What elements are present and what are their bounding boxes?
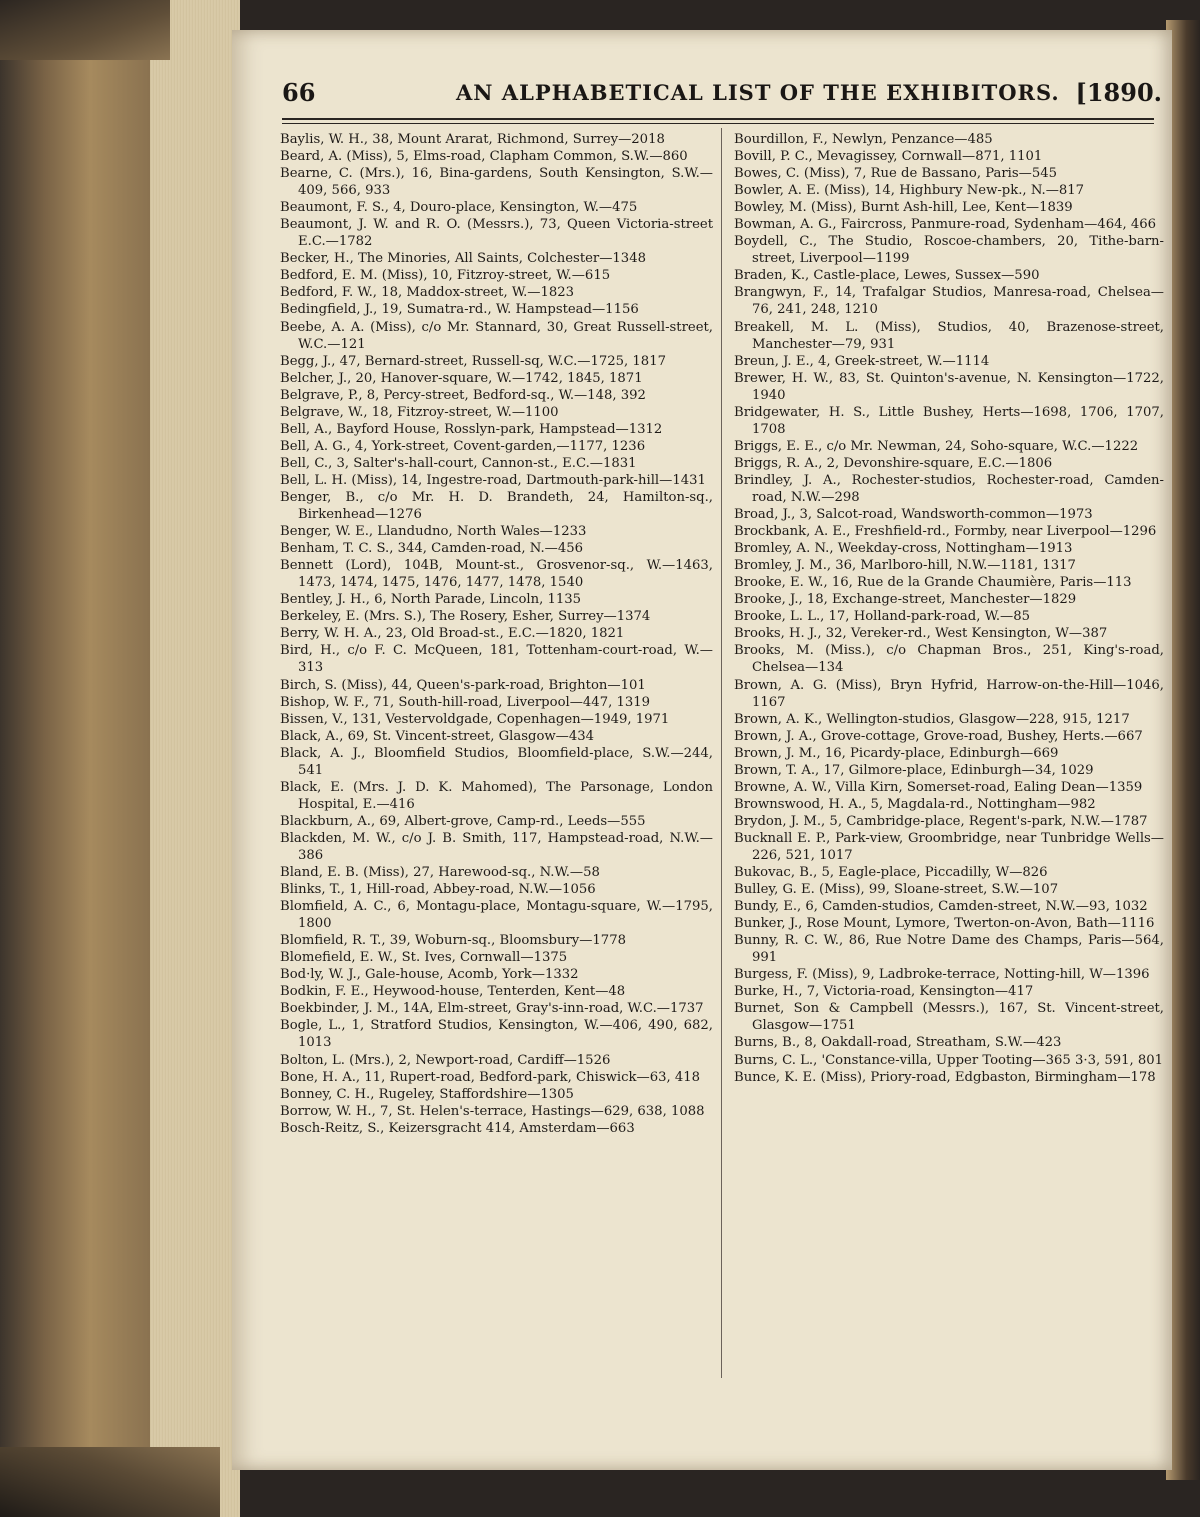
exhibitor-entry: Bedford, F. W., 18, Maddox-street, W.—1823 [280,285,575,301]
exhibitor-entry: Bod·ly, W. J., Gale-house, Acomb, York—1332 [280,967,579,983]
exhibitor-entry: Beard, A. (Miss), 5, Elms-road, Clapham Common, S.W.—860 [280,149,688,165]
exhibitor-entry: Bell, A., Bayford House, Rosslyn-park, Hampstead—1312 [280,421,663,437]
exhibitor-entry: Bedingfield, J., 19, Sumatra-rd., W. Hampstead—1156 [280,302,639,318]
exhibitor-entry: Brindley, J. A., Rochester-studios, Rochester-road, Camden-road, N.W.—298 [734,472,1164,505]
exhibitor-entry: Black, A., 69, St. Vincent-street, Glasgow—434 [280,728,595,744]
exhibitor-entry: Becker, H., The Minories, All Saints, Colchester—1348 [280,251,646,267]
exhibitor-entry: Bolton, L. (Mrs.), 2, Newport-road, Cardiff—1526 [280,1052,611,1068]
exhibitor-entry: Burke, H., 7, Victoria-road, Kensington—417 [734,984,1034,1000]
exhibitor-entry: Blomfield, R. T., 39, Woburn-sq., Bloomsbury—1778 [280,933,626,949]
exhibitor-entry: Benham, T. C. S., 344, Camden-road, N.—456 [280,541,583,557]
exhibitor-entry: Blomefield, E. W., St. Ives, Cornwall—1375 [280,950,568,966]
exhibitor-entry: Brooks, M. (Miss.), c/o Chapman Bros., 251, King's-road, Chelsea—134 [734,643,1164,676]
exhibitor-entry: Braden, K., Castle-place, Lewes, Sussex—590 [734,268,1040,284]
exhibitor-entry: Begg, J., 47, Bernard-street, Russell-sq, W.C.—1725, 1817 [280,353,666,369]
exhibitor-entry: Bland, E. B. (Miss), 27, Harewood-sq., N.W.—58 [280,865,600,881]
exhibitor-entry: Bonney, C. H., Rugeley, Staffordshire—1305 [280,1086,574,1102]
exhibitor-entry: Brewer, H. W., 83, St. Quinton's-avenue, N. Kensington—1722, 1940 [734,370,1164,403]
page-year: [1890. [1075,78,1162,107]
exhibitor-entry: Bukovac, B., 5, Eagle-place, Piccadilly, W—826 [734,865,1048,881]
exhibitor-entry: Bissen, V., 131, Vestervoldgade, Copenhagen—1949, 1971 [280,711,670,727]
cover-corner-bottom [0,1447,220,1517]
exhibitor-entry: Blackden, M. W., c/o J. B. Smith, 117, Hampstead-road, N.W.—386 [280,830,713,863]
page-number: 66 [282,78,316,107]
exhibitor-entry: Brooke, E. W., 16, Rue de la Grande Chaumière, Paris—113 [734,575,1132,591]
exhibitor-entry: Blinks, T., 1, Hill-road, Abbey-road, N.W.—1056 [280,882,596,898]
exhibitor-entry: Boydell, C., The Studio, Roscoe-chambers, 20, Tithe-barn-street, Liverpool—1199 [734,234,1164,267]
exhibitor-entry: Blomfield, A. C., 6, Montagu-place, Montagu-square, W.—1795, 1800 [280,899,713,932]
exhibitor-entry: Bone, H. A., 11, Rupert-road, Bedford-park, Chiswick—63, 418 [280,1069,701,1085]
exhibitor-entry: Brown, J. A., Grove-cottage, Grove-road, Bushey, Herts.—667 [734,728,1143,744]
exhibitor-entry: Blackburn, A., 69, Albert-grove, Camp-rd., Leeds—555 [280,813,646,829]
exhibitor-entry: Briggs, E. E., c/o Mr. Newman, 24, Soho-square, W.C.—1222 [734,438,1139,454]
exhibitor-entry: Briggs, R. A., 2, Devonshire-square, E.C.—1806 [734,455,1053,471]
exhibitor-entry: Bowler, A. E. (Miss), 14, Highbury New-pk., N.—817 [734,183,1085,199]
exhibitor-entry: Bulley, G. E. (Miss), 99, Sloane-street, S.W.—107 [734,882,1059,898]
exhibitor-entry: Beaumont, F. S., 4, Douro-place, Kensington, W.—475 [280,200,638,216]
exhibitor-entry: Brown, J. M., 16, Picardy-place, Edinburgh—669 [734,745,1059,761]
exhibitor-entry: Bowes, C. (Miss), 7, Rue de Bassano, Paris—545 [734,166,1057,182]
exhibitor-entry: Bunny, R. C. W., 86, Rue Notre Dame des Champs, Paris—564, 991 [734,933,1164,966]
exhibitor-entry: Bucknall E. P., Park-view, Groombridge, near Tunbridge Wells—226, 521, 1017 [734,830,1164,863]
exhibitor-entry: Brangwyn, F., 14, Trafalgar Studios, Manresa-road, Chelsea—76, 241, 248, 1210 [734,285,1164,318]
exhibitor-entry: Brooks, H. J., 32, Vereker-rd., West Kensington, W—387 [734,626,1108,642]
exhibitor-entry: Breakell, M. L. (Miss), Studios, 40, Brazenose-street, Manchester—79, 931 [734,319,1164,352]
exhibitor-entry: Brydon, J. M., 5, Cambridge-place, Regent's-park, N.W.—1787 [734,813,1148,829]
exhibitor-entry: Birch, S. (Miss), 44, Queen's-park-road, Brighton—101 [280,677,646,693]
exhibitor-entry: Bodkin, F. E., Heywood-house, Tenterden, Kent—48 [280,984,626,1000]
exhibitor-entry: Browne, A. W., Villa Kirn, Somerset-road, Ealing Dean—1359 [734,779,1143,795]
exhibitor-entry: Borrow, W. H., 7, St. Helen's-terrace, Hastings—629, 638, 1088 [280,1103,705,1119]
exhibitor-entry: Bowman, A. G., Faircross, Panmure-road, Sydenham—464, 466 [734,217,1157,233]
exhibitor-entry: Beebe, A. A. (Miss), c/o Mr. Stannard, 30, Great Russell-street, W.C.—121 [280,319,713,352]
exhibitor-entry: Bell, A. G., 4, York-street, Covent-garden,—1177, 1236 [280,438,646,454]
running-title: AN ALPHABETICAL LIST OF THE EXHIBITORS. [456,80,1060,105]
header-rule-thin [282,123,1154,124]
page-header [282,78,1162,118]
exhibitor-entry: Brown, A. K., Wellington-studios, Glasgow—228, 915, 1217 [734,711,1130,727]
exhibitor-entry: Beaumont, J. W. and R. O. (Messrs.), 73, Queen Victoria-street E.C.—1782 [280,217,713,250]
exhibitor-entry: Brockbank, A. E., Freshfield-rd., Formby, near Liverpool—1296 [734,524,1157,540]
book-cover-left [0,0,150,1517]
exhibitor-entry: Brownswood, H. A., 5, Magdala-rd., Nottingham—982 [734,796,1096,812]
exhibitor-entry: Bunce, K. E. (Miss), Priory-road, Edgbaston, Birmingham—178 [734,1069,1156,1085]
exhibitor-entry: Benger, B., c/o Mr. H. D. Brandeth, 24, Hamilton-sq., Birkenhead—1276 [280,489,713,523]
exhibitor-entry: Belgrave, W., 18, Fitzroy-street, W.—1100 [280,404,559,420]
exhibitor-entry: Bedford, E. M. (Miss), 10, Fitzroy-street, W.—615 [280,268,611,284]
exhibitor-entry: Belcher, J., 20, Hanover-square, W.—1742, 1845, 1871 [280,370,643,386]
exhibitor-entry: Bell, L. H. (Miss), 14, Ingestre-road, Dartmouth-park-hill—1431 [280,472,706,488]
exhibitor-entry: Bearne, C. (Mrs.), 16, Bina-gardens, South Kensington, S.W.—409, 566, 933 [280,166,713,199]
exhibitor-entry: Bundy, E., 6, Camden-studios, Camden-street, N.W.—93, 1032 [734,899,1148,915]
exhibitor-entry: Bird, H., c/o F. C. McQueen, 181, Tottenham-court-road, W.—313 [280,643,713,676]
exhibitor-entry: Brown, A. G. (Miss), Bryn Hyfrid, Harrow-on-the-Hill—1046, 1167 [734,677,1164,710]
exhibitor-entry: Bridgewater, H. S., Little Bushey, Herts—1698, 1706, 1707, 1708 [734,404,1164,437]
exhibitor-entry: Brooke, J., 18, Exchange-street, Manchester—1829 [734,592,1077,608]
exhibitor-entry: Bromley, A. N., Weekday-cross, Nottingham—1913 [734,541,1073,557]
exhibitor-entry: Bourdillon, F., Newlyn, Penzance—485 [734,132,993,147]
column-divider [721,128,722,1378]
exhibitor-entry: Burns, C. L., 'Constance-villa, Upper Tooting—365 3·3, 591, 801 [734,1052,1164,1068]
exhibitor-entry: Breun, J. E., 4, Greek-street, W.—1114 [734,353,990,369]
exhibitor-entry: Burns, B., 8, Oakdall-road, Streatham, S.W.—423 [734,1035,1062,1051]
exhibitor-entry: Burgess, F. (Miss), 9, Ladbroke-terrace, Notting-hill, W—1396 [734,967,1150,983]
header-rule [282,118,1154,120]
exhibitor-entry: Berry, W. H. A., 23, Old Broad-st., E.C.—1820, 1821 [280,626,625,642]
exhibitor-entry: Bell, C., 3, Salter's-hall-court, Cannon-st., E.C.—1831 [280,455,637,471]
exhibitor-entry: Bromley, J. M., 36, Marlboro-hill, N.W.—1181, 1317 [734,558,1076,574]
exhibitor-entry: Brown, T. A., 17, Gilmore-place, Edinburgh—34, 1029 [734,762,1094,778]
exhibitor-entry: Black, E. (Mrs. J. D. K. Mahomed), The Parsonage, London Hospital, E.—416 [280,779,713,812]
exhibitor-entry: Boekbinder, J. M., 14A, Elm-street, Gray's-inn-road, W.C.—1737 [280,1001,704,1017]
exhibitor-entry: Bowley, M. (Miss), Burnt Ash-hill, Lee, Kent—1839 [734,200,1073,216]
exhibitor-entry: Bovill, P. C., Mevagissey, Cornwall—871, 1101 [734,149,1043,165]
exhibitor-entry: Bennett (Lord), 104B, Mount-st., Grosvenor-sq., W.—1463, 1473, 1474, 1475, 1476, 1477, 1478, 1540 [280,558,713,591]
exhibitor-entry: Benger, W. E., Llandudno, North Wales—1233 [280,524,587,540]
exhibitor-entry: Bunker, J., Rose Mount, Lymore, Twerton-on-Avon, Bath—1116 [734,916,1155,932]
exhibitor-entry: Bosch-Reitz, S., Keizersgracht 414, Amsterdam—663 [280,1120,635,1136]
exhibitor-entry: Bentley, J. H., 6, North Parade, Lincoln, 1135 [280,592,582,608]
cover-corner-top [0,0,170,60]
exhibitor-entry: Bishop, W. F., 71, South-hill-road, Liverpool—447, 1319 [280,694,651,710]
right-column [734,131,1164,1086]
exhibitor-entry: Black, A. J., Bloomfield Studios, Bloomfield-place, S.W.—244, 541 [280,745,713,778]
exhibitor-entry: Burnet, Son & Campbell (Messrs.), 167, St. Vincent-street, Glasgow—1751 [734,1001,1164,1034]
exhibitor-entry: Belgrave, P., 8, Percy-street, Bedford-sq., W.—148, 392 [280,387,646,403]
exhibitor-entry: Brooke, L. L., 17, Holland-park-road, W.—85 [734,609,1030,625]
left-column [280,131,713,1137]
exhibitor-entry: Bogle, L., 1, Stratford Studios, Kensington, W.—406, 490, 682, 1013 [280,1018,713,1051]
exhibitor-entry: Broad, J., 3, Salcot-road, Wandsworth-common—1973 [734,507,1093,523]
exhibitor-entry: Baylis, W. H., 38, Mount Ararat, Richmond, Surrey—2018 [280,132,665,147]
exhibitor-entry: Berkeley, E. (Mrs. S.), The Rosery, Esher, Surrey—1374 [280,609,651,625]
